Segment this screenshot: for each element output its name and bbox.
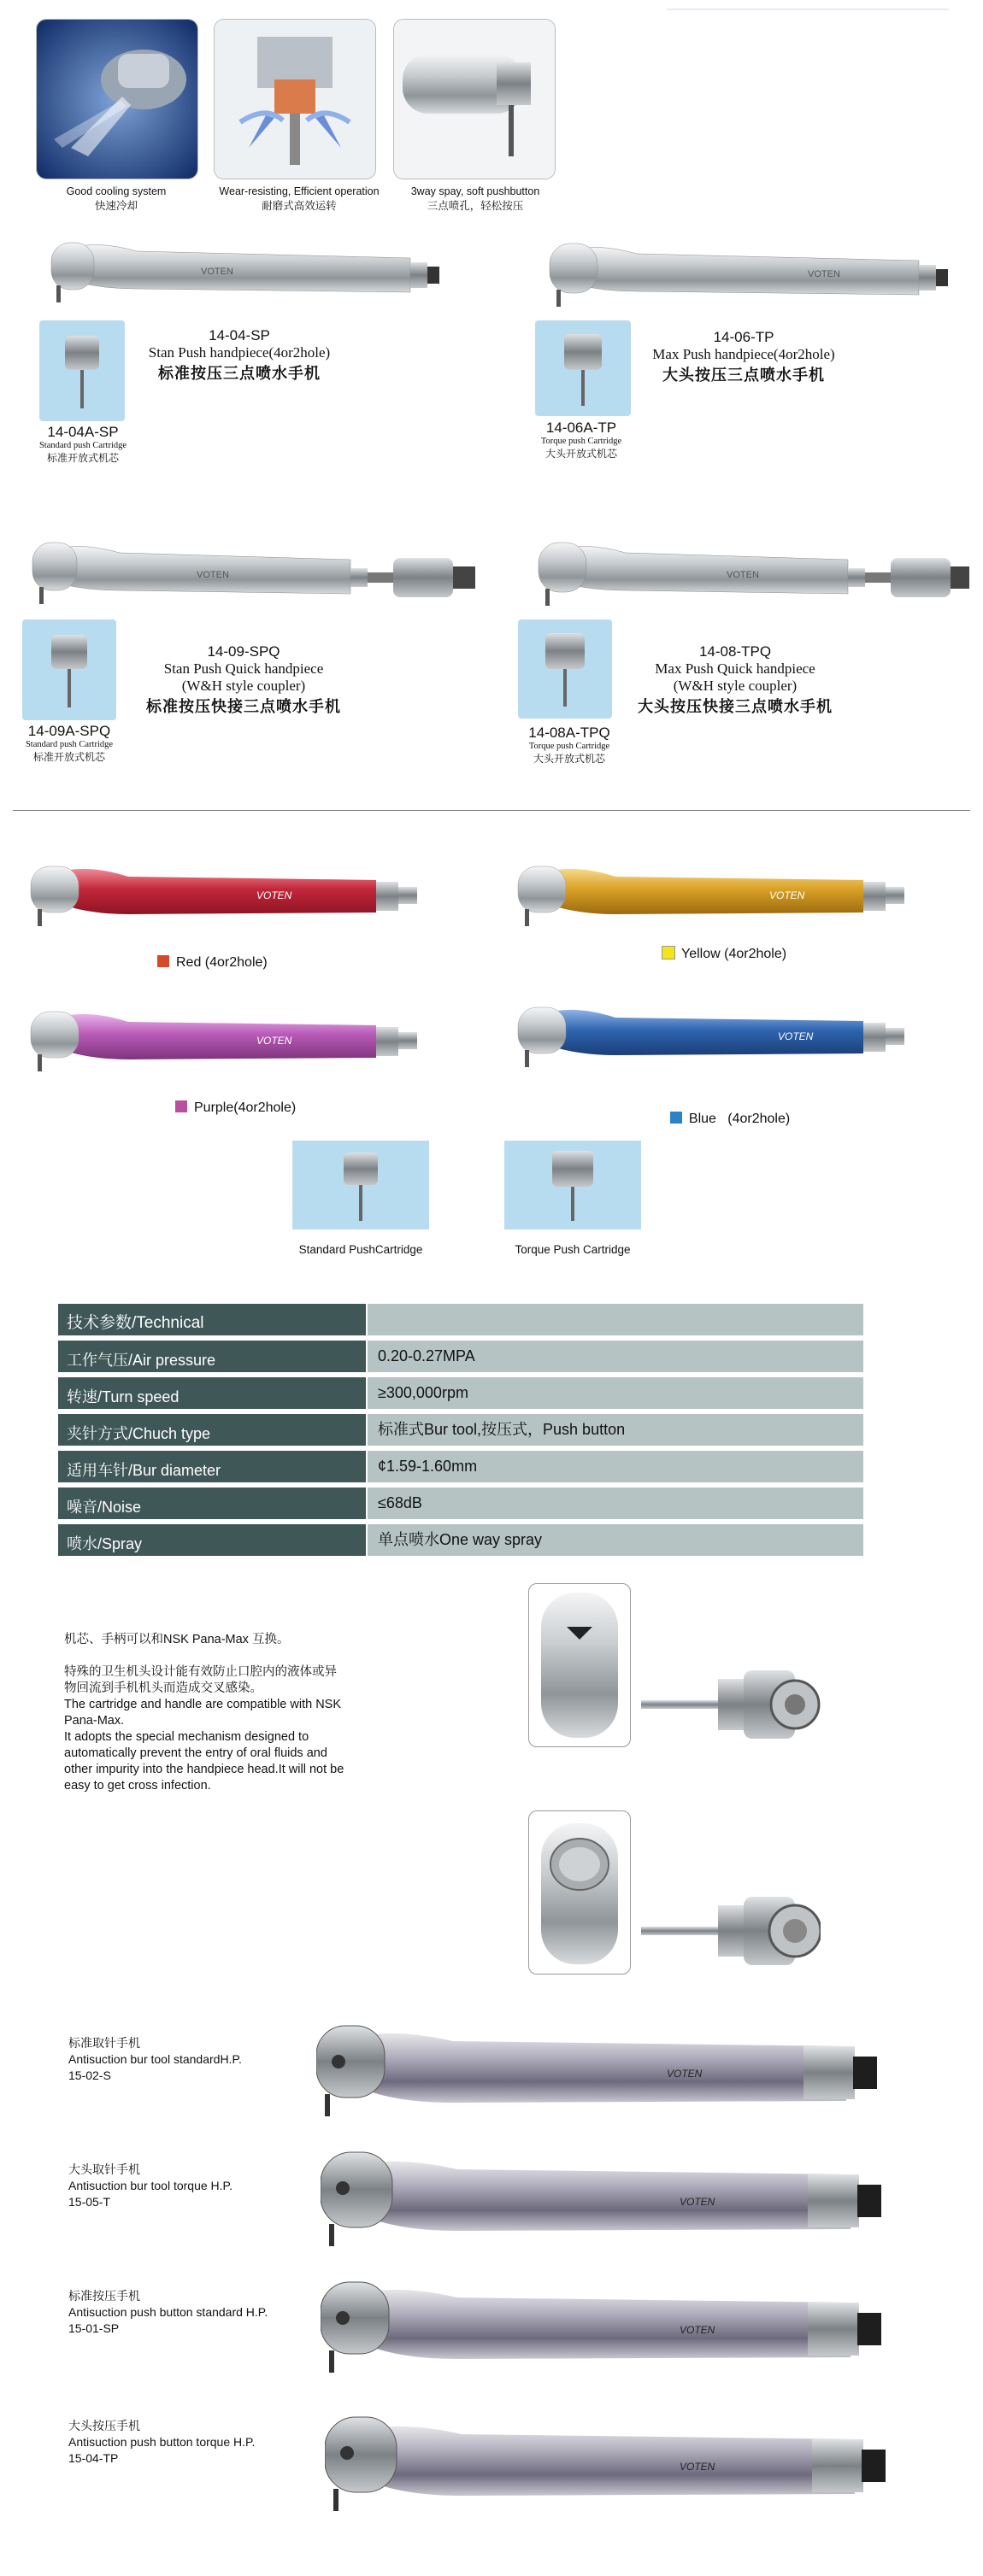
color-label-yellow: Yellow (4or2hole) [662, 947, 786, 962]
tech-row-label: 噪音/Noise [58, 1488, 366, 1519]
yellow-swatch [662, 947, 674, 959]
tech-row-value: 0.20-0.27MPA [368, 1341, 863, 1372]
brand-logo-red: VOTEN [256, 889, 292, 901]
tech-row-value: 单点喷水One way spray [368, 1524, 863, 1556]
tech-row [58, 1524, 863, 1556]
cartridge-photo-14-06a-tp [535, 320, 631, 416]
section-divider [13, 810, 970, 811]
cartridge-photo-14-09a-spq [22, 619, 116, 720]
handpiece-15-04-tp [325, 2405, 923, 2516]
tech-row-value: ≥300,000rpm [368, 1377, 863, 1409]
cartridge-photo-14-04a-sp [39, 320, 125, 421]
handpiece-15-02-s [316, 2012, 915, 2123]
brand-logo-4: VOTEN [727, 570, 759, 580]
antisuction-caption-15-01-sp: 标准按压手机 Antisuction push button standard H.P. 15-01-SP [68, 2289, 268, 2335]
desc-en-1: The cartridge and handle are compatible with NSK Pana-Max. [64, 1698, 342, 1728]
color-label-blue: Blue (4or2hole) [662, 1096, 790, 1127]
handpiece-15-05-t [321, 2140, 919, 2251]
tech-row [58, 1451, 863, 1482]
handpiece-15-01-sp [321, 2268, 919, 2379]
cooling-photo [36, 19, 198, 179]
desc-cn-1: 机芯、手柄可以和NSK Pana-Max 互换。 [64, 1633, 290, 1646]
top-rule [667, 9, 949, 10]
head-closeup-photo-2 [528, 1810, 631, 1975]
standard-cartridge-label: Standard PushCartridge [298, 1243, 423, 1256]
handpiece-14-06-tp [543, 235, 953, 312]
antisuction-caption-15-05-t: 大头取针手机 Antisuction bur tool torque H.P. 15-05-T [68, 2162, 233, 2209]
tech-row [58, 1377, 863, 1409]
handpiece-yellow [513, 854, 915, 931]
tech-row-label: 喷水/Spray [58, 1524, 366, 1556]
feature-caption-1: Good cooling system 快速冷却 [66, 185, 167, 212]
tech-row-label: 夹针方式/Chuch type [58, 1414, 366, 1446]
cartridge-caption-14-04a-sp: 14-04A-SP Standard push Cartridge 标准开放式机芯 [38, 424, 127, 464]
tech-header-blank [368, 1304, 863, 1335]
brand-logo-15-02-s: VOTEN [667, 2068, 703, 2080]
cartridge-closeup-1 [641, 1666, 821, 1747]
operation-photo [214, 19, 376, 179]
standard-cartridge-photo [292, 1141, 429, 1229]
handpiece-14-04-sp [43, 232, 444, 309]
model-caption-14-08-tpq: 14-08-TPQ Max Push Quick handpiece (W&H style coupler) 大头按压快接三点喷水手机 [638, 643, 833, 715]
brand-logo-3: VOTEN [197, 570, 229, 580]
feature-caption-2: Wear-resisting, Efficient operation 耐磨式高效运转 [219, 185, 380, 212]
model-caption-14-06-tp: 14-06-TP Max Push handpiece(4or2hole) 大头按压三点喷水手机 [652, 329, 835, 384]
blue-swatch [670, 1112, 682, 1124]
antisuction-caption-15-04-tp: 大头按压手机 Antisuction push button torque H.P. 15-04-TP [68, 2419, 256, 2465]
handpiece-purple [26, 1000, 427, 1077]
tech-row-value: ¢1.59-1.60mm [368, 1451, 863, 1482]
brand-logo-1: VOTEN [201, 267, 233, 277]
red-swatch [157, 955, 169, 967]
tech-row-value: ≤68dB [368, 1488, 863, 1519]
cartridge-caption-14-08a-tpq: 14-08A-TPQ Torque push Cartridge 大头开放式机芯 [528, 725, 610, 765]
tech-row [58, 1414, 863, 1446]
tech-header: 技术参数/Technical [58, 1304, 366, 1335]
tech-row-label: 工作气压/Air pressure [58, 1341, 366, 1372]
brand-logo-15-04-tp: VOTEN [680, 2461, 715, 2473]
brand-logo-15-01-sp: VOTEN [680, 2324, 715, 2336]
handpiece-blue [513, 995, 915, 1072]
tech-header-row [58, 1304, 863, 1335]
brand-logo-blue: VOTEN [778, 1030, 814, 1042]
cartridge-caption-14-06a-tp: 14-06A-TP Torque push Cartridge 大头开放式机芯 [540, 420, 622, 460]
color-label-purple: Purple(4or2hole) [175, 1100, 296, 1116]
handpiece-red [26, 854, 427, 931]
torque-cartridge-photo [504, 1141, 641, 1229]
antisuction-caption-15-02-s: 标准取针手机 Antisuction bur tool standardH.P. 15-02-S [68, 2036, 242, 2082]
model-caption-14-04-sp: 14-04-SP Stan Push handpiece(4or2hole) 标准按压三点喷水手机 [148, 327, 331, 382]
cartridge-caption-14-09a-spq: 14-09A-SPQ Standard push Cartridge 标准开放式机芯 [25, 723, 114, 763]
compatibility-description [64, 1632, 346, 1810]
purple-swatch [175, 1100, 187, 1112]
cartridge-photo-14-08a-tpq [518, 619, 612, 719]
brand-logo-15-05-t: VOTEN [680, 2196, 715, 2208]
handpiece-14-09-spq [26, 534, 487, 611]
tech-row [58, 1341, 863, 1372]
spray-photo [393, 19, 556, 179]
model-caption-14-09-spq: 14-09-SPQ Stan Push Quick handpiece (W&H style coupler) 标准按压快接三点喷水手机 [146, 643, 341, 715]
brand-logo-purple: VOTEN [256, 1035, 292, 1047]
cartridge-closeup-2 [641, 1892, 821, 1974]
head-closeup-photo-1 [528, 1583, 631, 1747]
torque-cartridge-label: Torque Push Cartridge [515, 1243, 631, 1256]
tech-row-label: 转速/Turn speed [58, 1377, 366, 1409]
color-label-red: Red (4or2hole) [157, 955, 268, 971]
tech-row-value: 标准式Bur tool,按压式，Push button [368, 1414, 863, 1446]
tech-row [58, 1488, 863, 1519]
feature-caption-3: 3way spay, soft pushbutton 三点喷孔，轻松按压 [410, 185, 540, 212]
brand-logo-2: VOTEN [808, 269, 840, 279]
tech-row-label: 适用车针/Bur diameter [58, 1451, 366, 1482]
desc-en-2: It adopts the special mechanism designed to automatically prevent the entry of oral fluids and other impurity into the handpiece head.It will not be easy to get cross infection. [64, 1730, 344, 1793]
desc-cn-2: 特殊的卫生机头设计能有效防止口腔内的液体或异物回流到手机机头而造成交叉感染。 [64, 1665, 337, 1695]
brand-logo-yellow: VOTEN [769, 889, 805, 901]
